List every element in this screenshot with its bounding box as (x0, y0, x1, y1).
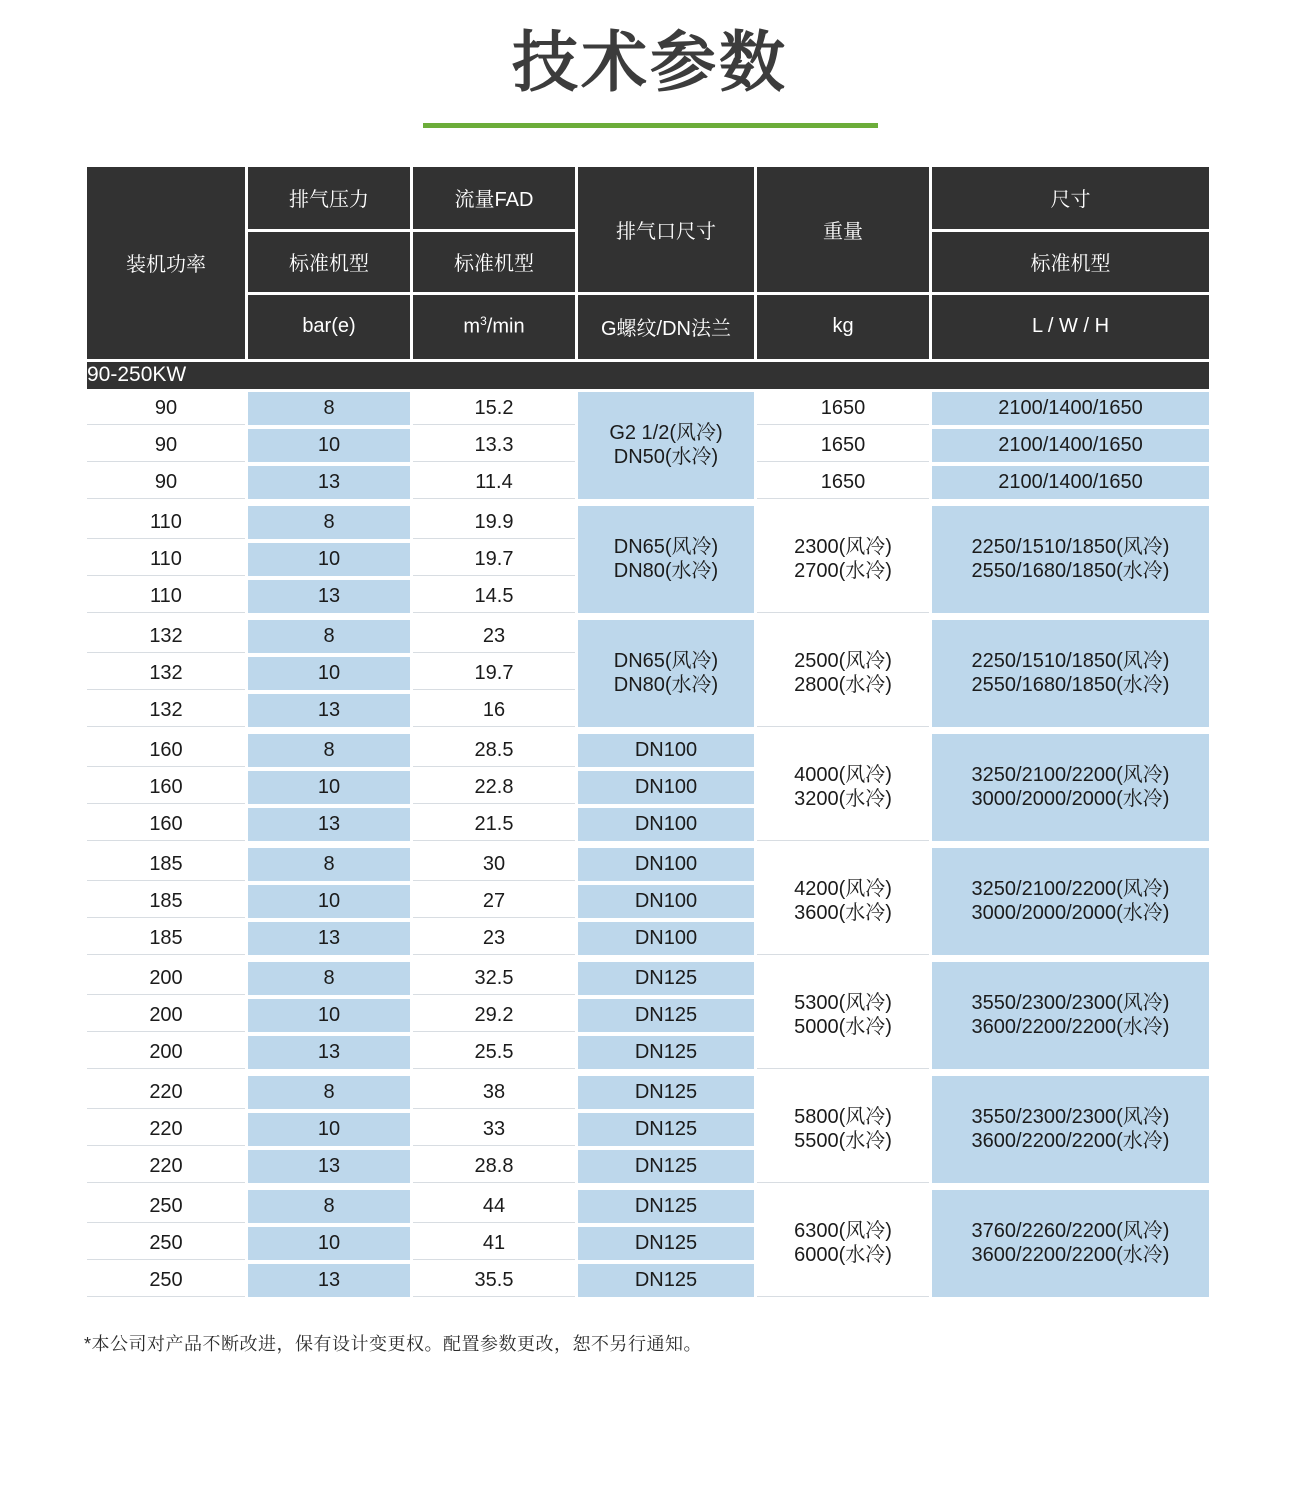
cell-weight: 1650 (757, 466, 929, 503)
cell-port: DN125 (578, 1227, 754, 1261)
cell-size-line: 2250/1510/1850(风冷) (971, 536, 1170, 559)
cell-port-line: DN65(风冷) (613, 536, 719, 559)
cell-flow: 28.5 (413, 734, 575, 768)
cell-pressure: 10 (248, 1227, 410, 1261)
cell-size (932, 1076, 1209, 1187)
cell-weight (757, 848, 929, 959)
cell-flow: 38 (413, 1076, 575, 1110)
cell-flow: 32.5 (413, 962, 575, 996)
spec-table-container (84, 164, 1212, 1304)
cell-weight-line: 6000(水冷) (794, 1244, 892, 1267)
cell-pressure: 13 (248, 580, 410, 617)
cell-power: 250 (87, 1227, 245, 1261)
cell-weight-line: 2300(风冷) (794, 536, 892, 559)
cell-port (578, 620, 754, 731)
cell-weight: 1650 (757, 392, 929, 426)
cell-port (578, 506, 754, 617)
cell-power: 250 (87, 1264, 245, 1301)
header-flow-unit: $m^3/\min$ (413, 295, 575, 359)
cell-size-line: 3550/2300/2300(风冷) (971, 992, 1170, 1015)
header-size-title: 尺寸 (932, 167, 1209, 229)
cell-power: 132 (87, 694, 245, 731)
header-weight-unit: kg (757, 295, 929, 359)
cell-port: DN125 (578, 999, 754, 1033)
cell-port: DN100 (578, 922, 754, 959)
cell-power: 220 (87, 1113, 245, 1147)
cell-weight (757, 506, 929, 617)
cell-size (932, 506, 1209, 617)
cell-size (932, 848, 1209, 959)
cell-pressure: 8 (248, 620, 410, 654)
cell-port: DN125 (578, 1264, 754, 1301)
cell-weight-line: 5300(风冷) (794, 992, 892, 1015)
spec-row (87, 848, 1209, 882)
header-port-unit: G螺纹/DN法兰 (578, 295, 754, 359)
cell-size-line: 2550/1680/1850(水冷) (971, 560, 1170, 583)
cell-size-line: 3550/2300/2300(风冷) (971, 1106, 1170, 1129)
cell-pressure: 8 (248, 1076, 410, 1110)
cell-power: 160 (87, 734, 245, 768)
cell-size-line: 3600/2200/2200(水冷) (971, 1244, 1170, 1267)
cell-pressure: 10 (248, 885, 410, 919)
cell-pressure: 13 (248, 808, 410, 845)
cell-power: 200 (87, 999, 245, 1033)
cell-pressure: 8 (248, 734, 410, 768)
cell-flow: 28.8 (413, 1150, 575, 1187)
cell-pressure: 13 (248, 1036, 410, 1073)
cell-pressure: 10 (248, 1113, 410, 1147)
spec-row (87, 1076, 1209, 1110)
cell-port: DN125 (578, 1190, 754, 1224)
cell-pressure: 13 (248, 466, 410, 503)
cell-flow: 25.5 (413, 1036, 575, 1073)
cell-flow: 14.5 (413, 580, 575, 617)
cell-power: 110 (87, 543, 245, 577)
cell-flow: 23 (413, 922, 575, 959)
cell-port: DN100 (578, 848, 754, 882)
cell-flow: 19.7 (413, 543, 575, 577)
cell-weight-line: 2700(水冷) (794, 560, 892, 583)
cell-weight-line: 5500(水冷) (794, 1130, 892, 1153)
cell-port-line: G2 1/2(风冷) (609, 422, 723, 445)
cell-flow: 30 (413, 848, 575, 882)
cell-flow: 29.2 (413, 999, 575, 1033)
cell-power: 90 (87, 392, 245, 426)
cell-power: 185 (87, 848, 245, 882)
cell-weight-line: 4200(风冷) (794, 878, 892, 901)
cell-port-line: DN80(水冷) (613, 674, 719, 697)
cell-size-line: 2550/1680/1850(水冷) (971, 674, 1170, 697)
cell-pressure: 13 (248, 1264, 410, 1301)
cell-size-line: 3600/2200/2200(水冷) (971, 1130, 1170, 1153)
cell-pressure: 8 (248, 1190, 410, 1224)
cell-size: 2100/1400/1650 (932, 429, 1209, 463)
spec-row (87, 1190, 1209, 1224)
cell-power: 220 (87, 1076, 245, 1110)
cell-weight (757, 734, 929, 845)
cell-flow: 23 (413, 620, 575, 654)
cell-pressure: 8 (248, 392, 410, 426)
cell-size (932, 620, 1209, 731)
cell-power: 90 (87, 429, 245, 463)
section-label: 90-250KW (87, 362, 1209, 389)
header-pressure-title: 排气压力 (248, 167, 410, 229)
cell-flow: 41 (413, 1227, 575, 1261)
cell-port: DN125 (578, 1036, 754, 1073)
cell-weight-line: 3600(水冷) (794, 902, 892, 925)
cell-weight: 1650 (757, 429, 929, 463)
header-pressure-sub: 标准机型 (248, 232, 410, 292)
cell-size-line: 2250/1510/1850(风冷) (971, 650, 1170, 673)
cell-flow: 35.5 (413, 1264, 575, 1301)
cell-size-line: 3600/2200/2200(水冷) (971, 1016, 1170, 1039)
cell-pressure: 8 (248, 848, 410, 882)
cell-flow: 21.5 (413, 808, 575, 845)
cell-flow: 16 (413, 694, 575, 731)
cell-port: DN100 (578, 771, 754, 805)
header-port-title: 排气口尺寸 (578, 167, 754, 292)
spec-row (87, 962, 1209, 996)
cell-weight-line: 6300(风冷) (794, 1220, 892, 1243)
footnote: *本公司对产品不断改进，保有设计变更权。配置参数更改，恕不另行通知。 (84, 1333, 703, 1354)
header-size-sub: 标准机型 (932, 232, 1209, 292)
cell-flow: 11.4 (413, 466, 575, 503)
cell-port: DN125 (578, 1150, 754, 1187)
cell-port: DN100 (578, 885, 754, 919)
cell-flow: 44 (413, 1190, 575, 1224)
cell-weight-line: 5800(风冷) (794, 1106, 892, 1129)
cell-flow: 15.2 (413, 392, 575, 426)
cell-pressure: 10 (248, 429, 410, 463)
cell-size: 2100/1400/1650 (932, 392, 1209, 426)
cell-weight-line: 2800(水冷) (794, 674, 892, 697)
cell-size-line: 3250/2100/2200(风冷) (971, 878, 1170, 901)
cell-power: 110 (87, 506, 245, 540)
cell-pressure: 10 (248, 543, 410, 577)
cell-weight (757, 620, 929, 731)
cell-port: DN125 (578, 1113, 754, 1147)
cell-port-line: DN80(水冷) (613, 560, 719, 583)
spec-table-body (87, 362, 1209, 1301)
cell-weight-line: 4000(风冷) (794, 764, 892, 787)
cell-weight (757, 962, 929, 1073)
cell-pressure: 13 (248, 1150, 410, 1187)
cell-pressure: 13 (248, 922, 410, 959)
cell-port-line: DN65(风冷) (613, 650, 719, 673)
header-weight-title: 重量 (757, 167, 929, 292)
header-pressure-unit: bar(e) (248, 295, 410, 359)
cell-flow: 33 (413, 1113, 575, 1147)
cell-flow: 19.9 (413, 506, 575, 540)
cell-power: 200 (87, 962, 245, 996)
cell-port (578, 392, 754, 503)
cell-power: 160 (87, 808, 245, 845)
cell-power: 250 (87, 1190, 245, 1224)
cell-size-line: 3000/2000/2000(水冷) (971, 902, 1170, 925)
cell-size (932, 1190, 1209, 1301)
title-underline (423, 123, 878, 128)
cell-weight (757, 1190, 929, 1301)
cell-size: 2100/1400/1650 (932, 466, 1209, 503)
spec-row (87, 392, 1209, 426)
cell-power: 200 (87, 1036, 245, 1073)
cell-weight (757, 1076, 929, 1187)
cell-pressure: 8 (248, 962, 410, 996)
cell-pressure: 10 (248, 999, 410, 1033)
header-size-unit: L / W / H (932, 295, 1209, 359)
cell-pressure: 8 (248, 506, 410, 540)
cell-flow: 13.3 (413, 429, 575, 463)
spec-table (84, 164, 1212, 1304)
cell-port-line: DN50(水冷) (613, 446, 719, 469)
cell-weight-line: 5000(水冷) (794, 1016, 892, 1039)
spec-table-header (87, 167, 1209, 359)
cell-power: 185 (87, 885, 245, 919)
cell-flow: 19.7 (413, 657, 575, 691)
header-power: 装机功率 (87, 167, 245, 359)
page-title: 技术参数 (512, 25, 788, 99)
cell-power: 220 (87, 1150, 245, 1187)
cell-power: 110 (87, 580, 245, 617)
cell-flow: 22.8 (413, 771, 575, 805)
cell-power: 90 (87, 466, 245, 503)
header-flow-sub: 标准机型 (413, 232, 575, 292)
cell-weight-line: 2500(风冷) (794, 650, 892, 673)
cell-pressure: 10 (248, 771, 410, 805)
spec-row (87, 506, 1209, 540)
cell-pressure: 10 (248, 657, 410, 691)
cell-size (932, 734, 1209, 845)
cell-flow: 27 (413, 885, 575, 919)
cell-port: DN125 (578, 962, 754, 996)
spec-row (87, 620, 1209, 654)
header-flow-title: 流量FAD (413, 167, 575, 229)
cell-pressure: 13 (248, 694, 410, 731)
cell-port: DN100 (578, 808, 754, 845)
cell-size-line: 3760/2260/2200(风冷) (971, 1220, 1170, 1243)
cell-port: DN125 (578, 1076, 754, 1110)
cell-port: DN100 (578, 734, 754, 768)
cell-size (932, 962, 1209, 1073)
cell-power: 185 (87, 922, 245, 959)
cell-power: 132 (87, 657, 245, 691)
cell-weight-line: 3200(水冷) (794, 788, 892, 811)
cell-size-line: 3250/2100/2200(风冷) (971, 764, 1170, 787)
cell-size-line: 3000/2000/2000(水冷) (971, 788, 1170, 811)
spec-row (87, 734, 1209, 768)
cell-power: 160 (87, 771, 245, 805)
cell-power: 132 (87, 620, 245, 654)
